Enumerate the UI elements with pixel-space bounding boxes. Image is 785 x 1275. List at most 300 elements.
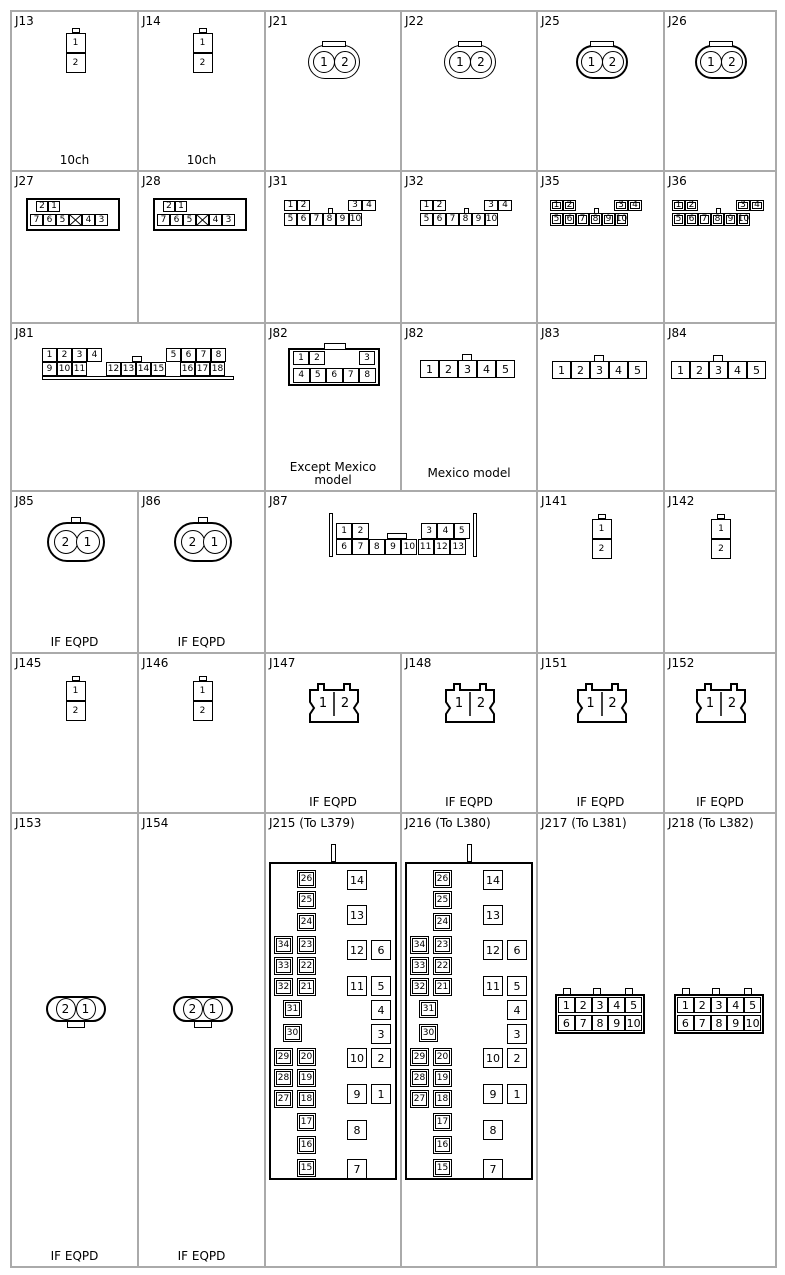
pin-cavity: 2 bbox=[181, 530, 205, 554]
pin-cavity: 17 bbox=[297, 1113, 316, 1131]
pin-cavity: 1 bbox=[175, 201, 187, 212]
connector-id: J14 bbox=[142, 14, 161, 28]
connector-note: IF EQPD bbox=[177, 635, 226, 649]
pin-cavity: 3 bbox=[458, 360, 477, 378]
pin-cavity: 5 bbox=[371, 976, 391, 996]
pin-cavity: 10 bbox=[626, 1016, 641, 1030]
pin-cavity: 7 bbox=[347, 1159, 367, 1179]
pin-cavity: 9 bbox=[385, 539, 401, 555]
connector-cell bbox=[536, 652, 665, 814]
connector-id: J22 bbox=[405, 14, 424, 28]
connector-id: J141 bbox=[541, 494, 568, 508]
pin-cavity: 10 bbox=[483, 1048, 503, 1068]
connector-id: J36 bbox=[668, 174, 687, 188]
pin-cavity: 4 bbox=[507, 1000, 527, 1020]
connector-note: IF EQPD bbox=[696, 795, 744, 809]
pin-cavity: 4 bbox=[498, 200, 512, 211]
pin-cavity: 2 bbox=[56, 998, 76, 1020]
connector-id: J28 bbox=[142, 174, 161, 188]
pin-cavity: 1 bbox=[592, 519, 612, 539]
pin-cavity bbox=[69, 214, 82, 226]
connector-cell bbox=[264, 10, 402, 172]
pin-cavity: 3 bbox=[359, 351, 375, 365]
pin-cavity: 16 bbox=[297, 1136, 316, 1154]
pin-cavity: 1 bbox=[672, 200, 685, 211]
pin-cavity: 4 bbox=[371, 1000, 391, 1020]
connector-cell bbox=[663, 490, 777, 654]
pin-cavity: 2 bbox=[694, 997, 711, 1013]
pin-cavity: 6 bbox=[326, 368, 343, 383]
pin-cavity: 10 bbox=[347, 1048, 367, 1068]
pin-cavity: 15 bbox=[151, 362, 166, 376]
pin-cavity: 3 bbox=[222, 214, 235, 226]
connector-cell bbox=[10, 652, 139, 814]
pin-cavity: 22 bbox=[433, 957, 452, 975]
pin-cavity: 30 bbox=[283, 1024, 302, 1042]
pin-cavity: 28 bbox=[410, 1069, 429, 1087]
pin-cavity: 11 bbox=[483, 976, 503, 996]
pin-cavity: 15 bbox=[433, 1159, 452, 1177]
pin-cavity: 1 bbox=[420, 360, 439, 378]
pin-cavity: 2 bbox=[309, 351, 325, 365]
pin-cavity: 9 bbox=[336, 213, 349, 226]
pin-cavity: 10 bbox=[737, 214, 750, 224]
connector-cell bbox=[536, 812, 665, 1268]
connector-id: J217 (To L381) bbox=[541, 816, 627, 830]
pin-cavity: 18 bbox=[433, 1090, 452, 1108]
pin-cavity: 1 bbox=[581, 51, 603, 73]
pin-cavity: 2 bbox=[727, 695, 737, 711]
connector-base bbox=[42, 376, 234, 380]
pin-cavity: 9 bbox=[483, 1084, 503, 1104]
pin-cavity: 12 bbox=[434, 539, 450, 555]
connector-note: IF EQPD bbox=[309, 795, 357, 809]
connector-id: J84 bbox=[668, 326, 687, 340]
connector-latch bbox=[324, 343, 346, 350]
connector-housing bbox=[269, 862, 397, 1180]
pin-cavity: 13 bbox=[347, 905, 367, 925]
pin-cavity: 6 bbox=[43, 214, 56, 226]
pin-cavity: 1 bbox=[66, 681, 86, 701]
connector-cell bbox=[10, 10, 139, 172]
pin-cavity: 2 bbox=[433, 200, 446, 211]
connector-cell bbox=[663, 322, 777, 492]
connector-id: J148 bbox=[405, 656, 432, 670]
pin-cavity: 6 bbox=[297, 213, 310, 226]
pin-cavity: 2 bbox=[193, 53, 213, 73]
connector-cell bbox=[536, 322, 665, 492]
connector-latch bbox=[625, 988, 633, 995]
connector-cell bbox=[400, 652, 538, 814]
connector-latch bbox=[594, 208, 599, 214]
pin-cavity: 5 bbox=[454, 523, 470, 539]
connector-cell bbox=[264, 812, 402, 1268]
connector-note: 10ch bbox=[186, 153, 217, 167]
pin-cavity: 2 bbox=[54, 530, 78, 554]
pin-cavity: 2 bbox=[36, 201, 48, 212]
pin-cavity: 10 bbox=[57, 362, 72, 376]
pin-cavity: 1 bbox=[293, 351, 309, 365]
pin-cavity: 8 bbox=[459, 213, 472, 226]
pin-cavity: 3 bbox=[72, 348, 87, 362]
connector-cell bbox=[264, 490, 538, 654]
pin-cavity: 11 bbox=[347, 976, 367, 996]
pin-cavity: 24 bbox=[433, 913, 452, 931]
connector-id: J216 (To L380) bbox=[405, 816, 491, 830]
pin-cavity: 5 bbox=[420, 213, 433, 226]
pin-cavity: 1 bbox=[76, 530, 100, 554]
connector-end-right bbox=[473, 513, 477, 557]
pin-cavity: 2 bbox=[608, 695, 617, 711]
connector-note: IF EQPD bbox=[177, 1249, 226, 1263]
pin-cavity: 9 bbox=[472, 213, 485, 226]
pin-cavity: 1 bbox=[507, 1084, 527, 1104]
pin-cavity: 3 bbox=[590, 361, 609, 379]
pin-cavity: 6 bbox=[336, 539, 352, 555]
pin-cavity: 4 bbox=[728, 361, 747, 379]
connector-latch bbox=[593, 988, 601, 995]
connector-cell bbox=[137, 652, 266, 814]
pin-cavity: 9 bbox=[602, 213, 615, 226]
pin-cavity: 5 bbox=[183, 214, 196, 226]
pin-cavity: 23 bbox=[433, 936, 452, 954]
connector-latch bbox=[590, 41, 614, 47]
pin-cavity: 33 bbox=[410, 957, 429, 975]
pin-cavity: 5 bbox=[507, 976, 527, 996]
connector-cell bbox=[137, 10, 266, 172]
connector-cell bbox=[663, 10, 777, 172]
pin-cavity: 7 bbox=[196, 348, 211, 362]
pin-cavity: 1 bbox=[705, 695, 715, 711]
pin-cavity: 9 bbox=[347, 1084, 367, 1104]
connector-note: IF EQPD bbox=[50, 635, 99, 649]
pin-cavity: 10 bbox=[615, 214, 628, 224]
pin-cavity: 4 bbox=[609, 361, 628, 379]
pin-cavity: 8 bbox=[359, 368, 376, 383]
pin-cavity: 4 bbox=[477, 360, 496, 378]
pin-cavity: 1 bbox=[203, 530, 227, 554]
pin-cavity: 1 bbox=[48, 201, 60, 212]
pin-cavity: 4 bbox=[437, 523, 453, 539]
pin-cavity: 4 bbox=[293, 368, 310, 383]
pin-cavity: 24 bbox=[297, 913, 316, 931]
pin-cavity: 30 bbox=[419, 1024, 438, 1042]
connector-id: J147 bbox=[269, 656, 296, 670]
pin-cavity: 8 bbox=[347, 1120, 367, 1140]
pin-cavity: 11 bbox=[418, 539, 434, 555]
pin-cavity: 2 bbox=[685, 200, 698, 211]
pin-cavity: 19 bbox=[433, 1069, 452, 1087]
pin-cavity: 17 bbox=[433, 1113, 452, 1131]
pin-cavity: 2 bbox=[371, 1048, 391, 1068]
connector-id: J152 bbox=[668, 656, 695, 670]
pin-cavity: 2 bbox=[66, 701, 86, 721]
pin-cavity: 1 bbox=[284, 200, 297, 211]
connector-id: J13 bbox=[15, 14, 34, 28]
pin-cavity: 6 bbox=[170, 214, 183, 226]
pin-cavity: 1 bbox=[711, 519, 731, 539]
pin-cavity: 3 bbox=[711, 997, 728, 1013]
pin-cavity: 23 bbox=[297, 936, 316, 954]
connector-latch bbox=[682, 988, 690, 995]
pin-cavity: 7 bbox=[352, 539, 368, 555]
pin-cavity: 4 bbox=[209, 214, 222, 226]
connector-latch bbox=[328, 208, 333, 214]
pin-cavity: 2 bbox=[163, 201, 175, 212]
pin-cavity: 4 bbox=[608, 997, 625, 1013]
connector-cell bbox=[536, 490, 665, 654]
connector-id: J87 bbox=[269, 494, 288, 508]
pin-cavity: 8 bbox=[211, 348, 226, 362]
pin-cavity: 2 bbox=[340, 695, 350, 711]
pin-cavity: 8 bbox=[323, 213, 336, 226]
pin-cavity: 10 bbox=[485, 214, 498, 224]
pin-cavity: 1 bbox=[449, 51, 471, 73]
pin-cavity: 4 bbox=[87, 348, 102, 362]
pin-cavity: 13 bbox=[121, 362, 136, 376]
connector-housing bbox=[405, 862, 533, 1180]
connector-id: J27 bbox=[15, 174, 34, 188]
pin-cavity: 14 bbox=[347, 870, 367, 890]
pin-cavity: 14 bbox=[483, 870, 503, 890]
pin-cavity: 7 bbox=[30, 214, 43, 226]
connector-latch bbox=[716, 208, 721, 214]
connector-cell bbox=[137, 490, 266, 654]
pin-cavity: 9 bbox=[724, 213, 737, 226]
pin-cavity: 9 bbox=[727, 1015, 744, 1031]
connector-latch bbox=[563, 988, 571, 995]
pin-cavity: 3 bbox=[95, 214, 108, 226]
pin-cavity: 4 bbox=[727, 997, 744, 1013]
connector-id: J25 bbox=[541, 14, 560, 28]
connector-id: J31 bbox=[269, 174, 288, 188]
pin-cavity: 3 bbox=[507, 1024, 527, 1044]
pin-cavity: 6 bbox=[685, 213, 698, 226]
connector-id: J218 (To L382) bbox=[668, 816, 754, 830]
connector-cell bbox=[663, 170, 777, 324]
pin-cavity: 7 bbox=[310, 213, 323, 226]
pin-cavity: 1 bbox=[550, 200, 563, 211]
pin-cavity: 12 bbox=[347, 940, 367, 960]
pin-cavity: 3 bbox=[371, 1024, 391, 1044]
connector-cell bbox=[663, 812, 777, 1268]
pin-cavity: 2 bbox=[711, 539, 731, 559]
pin-cavity: 1 bbox=[336, 523, 352, 539]
connector-note: Except Mexico model bbox=[289, 460, 377, 487]
pin-cavity: 7 bbox=[343, 368, 360, 383]
pin-cavity: 19 bbox=[297, 1069, 316, 1087]
connector-latch bbox=[744, 988, 752, 995]
connector-latch bbox=[458, 41, 482, 47]
pin-cavity: 3 bbox=[592, 997, 609, 1013]
connector-latch bbox=[194, 1021, 212, 1028]
pin-cavity: 1 bbox=[586, 695, 595, 711]
connector-cell bbox=[400, 812, 538, 1268]
pin-cavity: 32 bbox=[274, 978, 293, 996]
pin-cavity: 31 bbox=[419, 1000, 438, 1018]
pin-cavity: 28 bbox=[274, 1069, 293, 1087]
pin-cavity: 8 bbox=[483, 1120, 503, 1140]
connector-latch bbox=[709, 41, 733, 47]
blank-cavity-x bbox=[70, 215, 81, 225]
pin-cavity: 5 bbox=[284, 213, 297, 226]
pin-cavity: 2 bbox=[476, 695, 486, 711]
pin-cavity: 1 bbox=[66, 33, 86, 53]
pin-cavity: 3 bbox=[421, 523, 437, 539]
connector-id: J26 bbox=[668, 14, 687, 28]
connector-cell bbox=[264, 170, 402, 324]
pin-cavity: 25 bbox=[433, 891, 452, 909]
pin-cavity: 1 bbox=[558, 997, 575, 1013]
pin-cavity: 21 bbox=[297, 978, 316, 996]
pin-cavity: 20 bbox=[297, 1048, 316, 1066]
pin-cavity: 9 bbox=[608, 1015, 625, 1031]
pin-cavity: 8 bbox=[711, 1015, 728, 1031]
connector-id: J153 bbox=[15, 816, 42, 830]
pin-cavity: 20 bbox=[433, 1048, 452, 1066]
pin-cavity: 1 bbox=[193, 33, 213, 53]
pin-cavity: 5 bbox=[672, 213, 685, 226]
pin-cavity: 1 bbox=[454, 695, 464, 711]
pin-cavity: 7 bbox=[157, 214, 170, 226]
connector-cell bbox=[536, 170, 665, 324]
pin-cavity: 2 bbox=[66, 53, 86, 73]
pin-cavity: 3 bbox=[709, 361, 728, 379]
pin-cavity: 25 bbox=[297, 891, 316, 909]
pin-cavity: 1 bbox=[318, 695, 328, 711]
pin-cavity: 33 bbox=[274, 957, 293, 975]
pin-cavity: 7 bbox=[576, 213, 589, 226]
pin-cavity: 5 bbox=[625, 997, 642, 1013]
pin-cavity: 7 bbox=[575, 1015, 592, 1031]
pin-cavity: 1 bbox=[76, 998, 96, 1020]
pin-cavity: 4 bbox=[750, 200, 764, 211]
pin-cavity: 8 bbox=[592, 1015, 609, 1031]
pin-cavity: 6 bbox=[507, 940, 527, 960]
connector-latch bbox=[331, 844, 336, 862]
connector-cell bbox=[10, 322, 266, 492]
pin-cavity: 8 bbox=[369, 539, 385, 555]
pin-cavity: 29 bbox=[410, 1048, 429, 1066]
pin-cavity: 1 bbox=[420, 200, 433, 211]
pin-cavity: 1 bbox=[371, 1084, 391, 1104]
pin-cavity: 5 bbox=[747, 361, 766, 379]
pin-cavity: 1 bbox=[42, 348, 57, 362]
pin-cavity: 2 bbox=[507, 1048, 527, 1068]
pin-cavity: 1 bbox=[700, 51, 722, 73]
pin-cavity: 4 bbox=[628, 200, 642, 211]
pin-cavity: 6 bbox=[563, 213, 576, 226]
pin-cavity: 1 bbox=[671, 361, 690, 379]
pin-cavity: 7 bbox=[446, 213, 459, 226]
pin-cavity: 2 bbox=[575, 997, 592, 1013]
pin-cavity: 2 bbox=[57, 348, 72, 362]
connector-latch bbox=[712, 988, 720, 995]
pin-cavity: 6 bbox=[677, 1015, 694, 1031]
pin-cavity: 5 bbox=[744, 997, 761, 1013]
pin-cavity: 2 bbox=[690, 361, 709, 379]
pin-cavity: 10 bbox=[745, 1016, 760, 1030]
pin-cavity: 21 bbox=[433, 978, 452, 996]
connector-cell bbox=[264, 652, 402, 814]
pin-cavity: 5 bbox=[496, 360, 515, 378]
pin-cavity: 7 bbox=[483, 1159, 503, 1179]
connector-latch bbox=[387, 533, 407, 539]
connector-note: IF EQPD bbox=[576, 795, 625, 809]
connector-id: J215 (To L379) bbox=[269, 816, 355, 830]
connector-cell bbox=[10, 170, 139, 324]
pin-cavity: 29 bbox=[274, 1048, 293, 1066]
pin-cavity: 2 bbox=[439, 360, 458, 378]
pin-cavity: 26 bbox=[297, 870, 316, 888]
pin-cavity: 15 bbox=[297, 1159, 316, 1177]
connector-note: IF EQPD bbox=[50, 1249, 99, 1263]
pin-cavity: 3 bbox=[348, 200, 362, 211]
connector-cell bbox=[400, 10, 538, 172]
connector-note: IF EQPD bbox=[445, 795, 493, 809]
pin-cavity: 9 bbox=[42, 362, 57, 376]
pin-cavity: 6 bbox=[181, 348, 196, 362]
connector-id: J83 bbox=[541, 326, 560, 340]
pin-cavity: 2 bbox=[563, 200, 576, 211]
pin-cavity: 8 bbox=[711, 213, 724, 226]
connector-id: J85 bbox=[15, 494, 34, 508]
connector-latch bbox=[467, 844, 472, 862]
pin-cavity: 2 bbox=[334, 51, 356, 73]
connector-latch bbox=[464, 208, 469, 214]
pin-cavity: 3 bbox=[736, 200, 750, 211]
pin-cavity: 32 bbox=[410, 978, 429, 996]
pin-cavity: 22 bbox=[297, 957, 316, 975]
pin-cavity: 26 bbox=[433, 870, 452, 888]
pin-cavity: 2 bbox=[352, 523, 368, 539]
connector-id: J146 bbox=[142, 656, 169, 670]
pin-cavity: 1 bbox=[552, 361, 571, 379]
connector-latch bbox=[322, 41, 346, 47]
pin-cavity: 5 bbox=[56, 214, 69, 226]
pin-cavity: 3 bbox=[614, 200, 628, 211]
pin-cavity: 6 bbox=[558, 1015, 575, 1031]
connector-latch bbox=[198, 517, 208, 523]
connector-latch bbox=[71, 517, 81, 523]
connector-id: J142 bbox=[668, 494, 695, 508]
connector-cell bbox=[663, 652, 777, 814]
connector-note: 10ch bbox=[59, 153, 90, 167]
pin-cavity: 13 bbox=[483, 905, 503, 925]
connector-cell bbox=[400, 170, 538, 324]
pin-cavity: 1 bbox=[203, 998, 223, 1020]
pin-cavity: 16 bbox=[180, 362, 195, 376]
connector-cell bbox=[10, 490, 139, 654]
connector-id: J82 bbox=[269, 326, 288, 340]
pin-cavity: 31 bbox=[283, 1000, 302, 1018]
pin-cavity: 7 bbox=[698, 213, 711, 226]
pin-cavity: 27 bbox=[410, 1090, 429, 1108]
blank-cavity-x bbox=[197, 215, 208, 225]
pin-cavity: 5 bbox=[628, 361, 647, 379]
pin-cavity: 12 bbox=[483, 940, 503, 960]
pin-cavity: 27 bbox=[274, 1090, 293, 1108]
pin-cavity: 11 bbox=[72, 362, 87, 376]
pin-cavity: 10 bbox=[401, 539, 417, 555]
pin-cavity: 2 bbox=[571, 361, 590, 379]
pin-cavity: 5 bbox=[310, 368, 327, 383]
pin-cavity: 34 bbox=[410, 936, 429, 954]
connector-id: J154 bbox=[142, 816, 169, 830]
pin-cavity: 10 bbox=[349, 214, 362, 224]
pin-cavity: 4 bbox=[82, 214, 95, 226]
connector-id: J21 bbox=[269, 14, 288, 28]
